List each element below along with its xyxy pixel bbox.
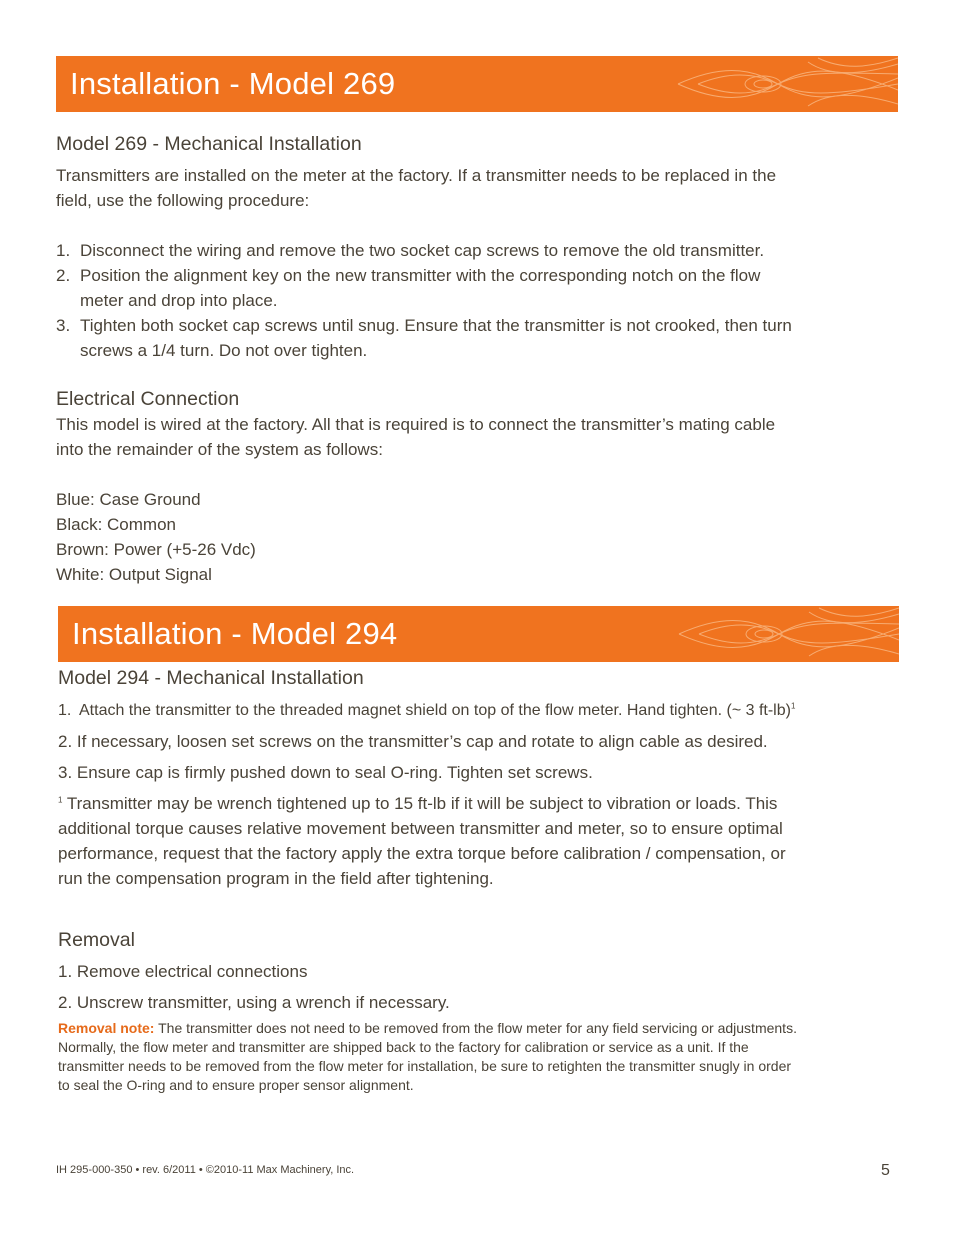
- step-number: 2.: [56, 266, 71, 285]
- step-2-294: 2. If necessary, loosen set screws on the transmitter’s cap and rotate to align cable as desired.: [58, 732, 768, 751]
- mech-heading-269: Model 269 - Mechanical Installation: [56, 133, 362, 155]
- step-text: Position the alignment key on the new transmitter with the corresponding notch on the flow: [80, 266, 761, 285]
- wave-ornament-icon: [669, 606, 899, 662]
- removal-note-line-1: [58, 1019, 797, 1038]
- footnote-line-1: [58, 791, 777, 816]
- removal-heading: Removal: [58, 929, 135, 951]
- wire-brown: Brown: Power (+5-26 Vdc): [56, 540, 256, 559]
- list-item: [56, 238, 916, 263]
- step-text: Attach the transmitter to the threaded magnet shield on top of the flow meter. Hand tighten. (~ 3 ft-lb): [79, 702, 791, 719]
- step-number: 1.: [56, 241, 71, 260]
- footnote-line-4: run the compensation program in the field after tightening.: [58, 869, 494, 888]
- removal-note-line-4: to seal the O-ring and to ensure proper sensor alignment.: [58, 1077, 414, 1093]
- removal-note-line-2: Normally, the flow meter and transmitter are shipped back to the factory for calibration or service as a unit. If the: [58, 1039, 749, 1055]
- section-banner-269: [56, 56, 898, 112]
- electrical-heading: Electrical Connection: [56, 388, 240, 410]
- removal-note-label: Removal note:: [58, 1020, 155, 1036]
- footnote-ref: 1: [790, 701, 796, 711]
- page-number: 5: [881, 1162, 890, 1179]
- intro-line-2: field, use the following procedure:: [56, 191, 310, 210]
- list-item: [56, 263, 916, 313]
- footer-doc-info: IH 295-000-350 • rev. 6/2011 • ©2010-11 Max Machinery, Inc.: [56, 1164, 355, 1176]
- removal-note-line-3: transmitter needs to be removed from the flow meter for installation, be sure to retighten the transmitter snugly in order: [58, 1058, 792, 1074]
- removal-note-text: The transmitter does not need to be removed from the flow meter for any field servicing or adjustments.: [154, 1020, 797, 1036]
- wire-white: White: Output Signal: [56, 565, 212, 584]
- electrical-line-2: into the remainder of the system as follows:: [56, 440, 383, 459]
- step-text-continued: meter and drop into place.: [80, 291, 278, 310]
- mech-heading-294: Model 294 - Mechanical Installation: [58, 667, 364, 689]
- wire-black: Black: Common: [56, 515, 176, 534]
- footnote-mark: 1: [58, 795, 63, 805]
- list-item: [56, 313, 916, 363]
- step-text-continued: screws a 1/4 turn. Do not over tighten.: [80, 341, 368, 360]
- removal-step-1: 1. Remove electrical connections: [58, 962, 308, 981]
- step-text: Disconnect the wiring and remove the two socket cap screws to remove the old transmitter.: [80, 241, 765, 260]
- wire-blue: Blue: Case Ground: [56, 490, 201, 509]
- footnote-text: Transmitter may be wrench tightened up to 15 ft-lb if it will be subject to vibration or loads. This: [66, 794, 778, 813]
- section-title-294: Installation - Model 294: [72, 616, 398, 651]
- step-number: 1.: [58, 702, 72, 719]
- step-3-294: 3. Ensure cap is firmly pushed down to seal O-ring. Tighten set screws.: [58, 763, 593, 782]
- electrical-line-1: This model is wired at the factory. All that is required is to connect the transmitter’s mating cable: [56, 415, 776, 434]
- removal-step-2: 2. Unscrew transmitter, using a wrench if necessary.: [58, 993, 450, 1012]
- footnote-line-2: additional torque causes relative movement between transmitter and meter, so to ensure optimal: [58, 819, 783, 838]
- list-item: [58, 698, 918, 723]
- step-number: 3.: [56, 316, 71, 335]
- section-banner-294: [58, 606, 899, 662]
- section-title-269: Installation - Model 269: [70, 66, 396, 101]
- step-text: Tighten both socket cap screws until snug. Ensure that the transmitter is not crooked, then turn: [80, 316, 792, 335]
- intro-line-1: Transmitters are installed on the meter at the factory. If a transmitter needs to be replaced in the: [56, 166, 777, 185]
- wave-ornament-icon: [668, 56, 898, 112]
- footnote-line-3: performance, request that the factory apply the extra torque before calibration / compensation, or: [58, 844, 786, 863]
